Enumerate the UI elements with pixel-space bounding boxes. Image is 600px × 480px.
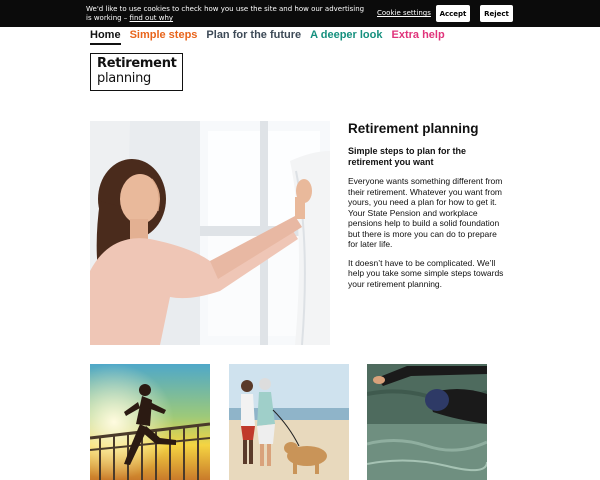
accept-cookies-button[interactable]: Accept — [436, 5, 470, 22]
cookie-settings-link[interactable]: Cookie settings — [377, 9, 431, 17]
cookie-message — [86, 5, 366, 23]
nav-extra-help[interactable]: Extra help — [391, 29, 445, 41]
cookie-message-text: We'd like to use cookies to check how you use the site and how our advertising is working – — [86, 5, 365, 22]
intro-paragraph-2: It doesn’t have to be complicated. We’ll help you take some simple steps towards your retirement planning. — [348, 257, 504, 289]
nav-plan-for-the-future[interactable]: Plan for the future — [206, 29, 302, 41]
page-subtitle: Simple steps to plan for the retirement you want — [348, 146, 467, 167]
main-nav — [90, 29, 454, 45]
card-image-swimmer[interactable] — [367, 364, 487, 480]
nav-a-deeper-look[interactable]: A deeper look — [310, 29, 383, 41]
card-image-couple-beach[interactable] — [229, 364, 349, 480]
page-title: Retirement planning — [348, 121, 479, 136]
find-out-why-link[interactable]: find out why — [129, 14, 174, 22]
reject-cookies-button[interactable]: Reject — [480, 5, 513, 22]
intro-article — [348, 121, 508, 297]
cookie-banner — [0, 0, 600, 27]
nav-simple-steps[interactable]: Simple steps — [129, 29, 198, 41]
retirement-planning-logo[interactable] — [90, 53, 183, 91]
intro-paragraph-1: Everyone wants something different from their retirement. Whatever you want from yours, you need a plan for how to get it. Your State Pension and workplace pensions help to build a solid foundation but there is more you can do to prepare for later life. — [348, 176, 503, 249]
logo-line-2: planning — [97, 71, 152, 86]
logo-line-1: Retirement — [97, 56, 177, 71]
hero-image — [90, 121, 330, 345]
nav-home[interactable]: Home — [90, 29, 121, 45]
card-image-runner[interactable] — [90, 364, 210, 480]
